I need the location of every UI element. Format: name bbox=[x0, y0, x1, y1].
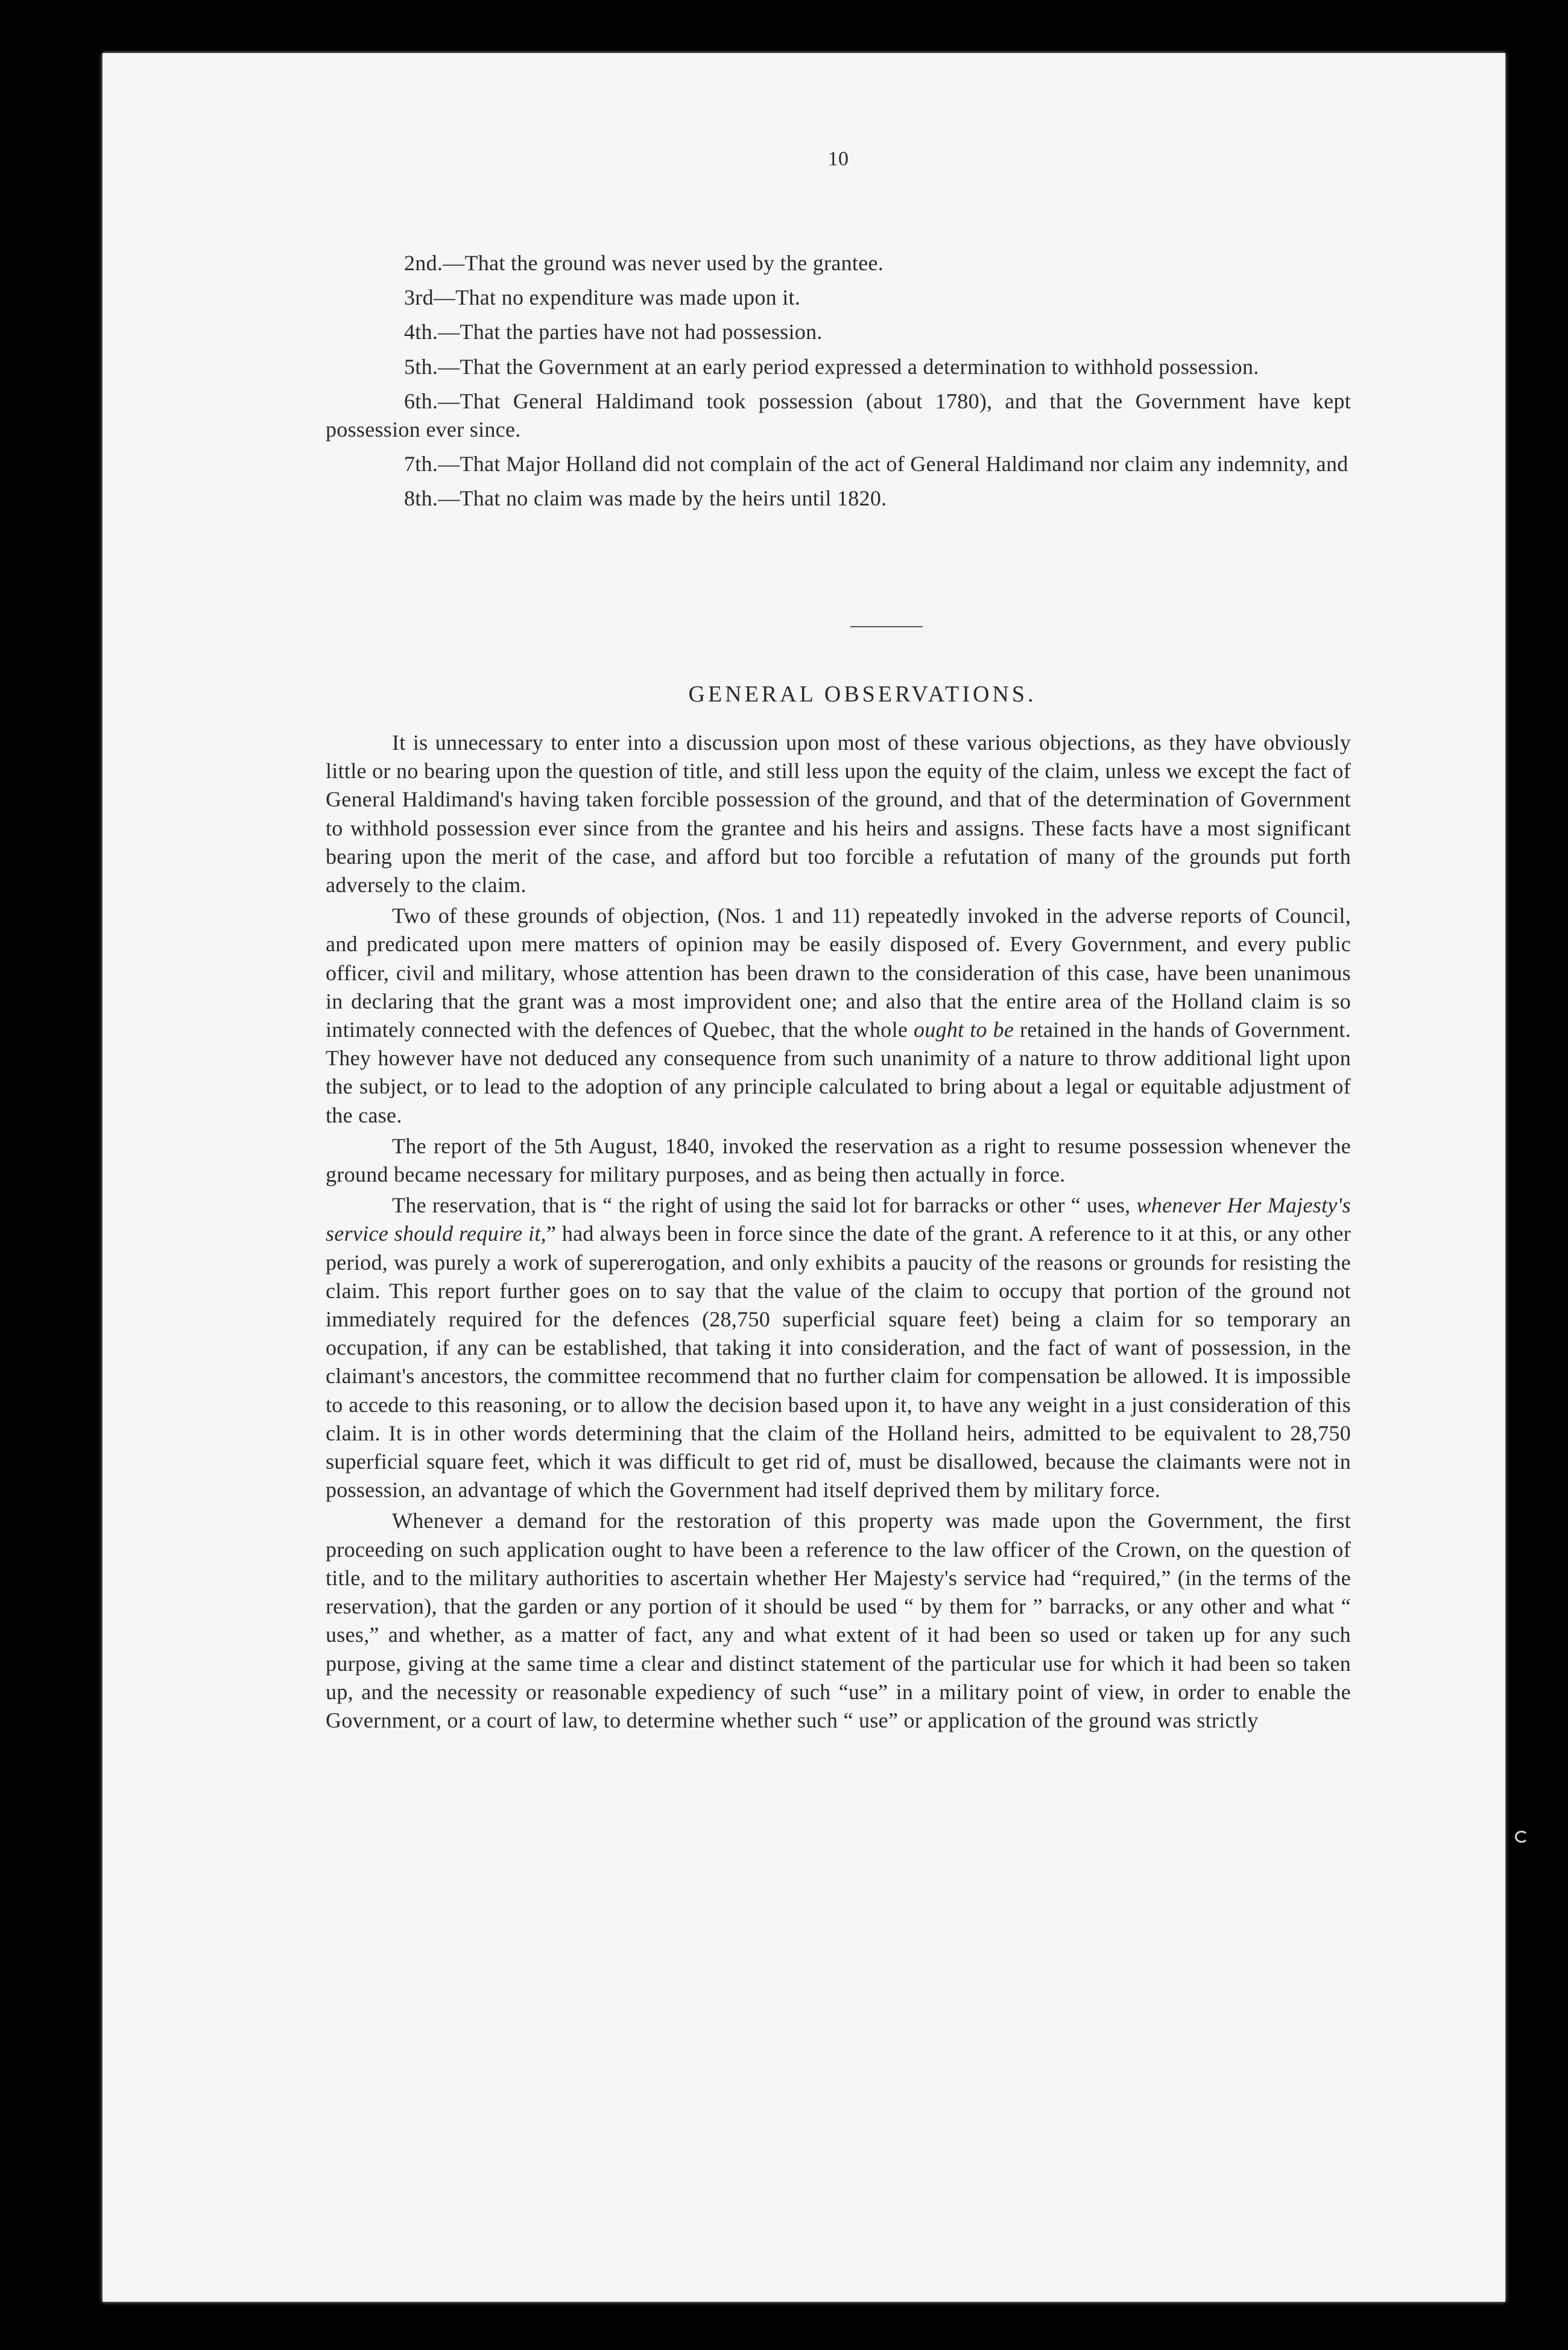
list-item: 7th.—That Major Holland did not complain of the act of General Haldimand nor claim any indemnity, and bbox=[404, 452, 1348, 477]
paragraph: Whenever a demand for the restoration of this property was made upon the Government, the first proceeding on such application ought to have been a reference to the law officer of the Crown, on the question of title, and to the military authorities to ascertain whether Her Majesty's service had “required,” (in the terms of the reservation), that the garden or any portion of it should be used “ by them for ” barracks, or any other and what “ uses,” and whether, as a matter of fact, any and what extent of it had been so used or taken up for any such purpose, giving at the same time a clear and distinct statement of the particular use for which it had been so taken up, and the necessity or reasonable expediency of such “use” in a military point of view, in order to enable the Government, or a court of law, to determine whether such “ use” or application of the ground was strictly bbox=[326, 1509, 1351, 1732]
list-item: 8th.—That no claim was made by the heirs until 1820. bbox=[404, 486, 887, 511]
section-divider bbox=[850, 626, 923, 627]
list-item: 3rd—That no expenditure was made upon it. bbox=[404, 285, 801, 310]
list-item: 5th.—That the Government at an early period expressed a determination to withhold possession. bbox=[404, 354, 1259, 379]
objection-list bbox=[326, 249, 1351, 519]
paragraph-text: retained in the hands of Government. They however have not deduced any consequence from such unanimity of a nature to throw additional light upon the subject, or to lead to the adoption of any principle calculated to bring about a legal or equitable adjustment of the case. bbox=[326, 1018, 1351, 1127]
body-text bbox=[326, 729, 1351, 1737]
paragraph: The report of the 5th August, 1840, invoked the reservation as a right to resume possession whenever the ground became necessary for military purposes, and as being then actually in force. bbox=[326, 1133, 1351, 1187]
list-item: 6th.—That General Haldimand took possession (about 1780), and that the Government have kept possession ever since. bbox=[326, 388, 1351, 442]
margin-mark bbox=[1515, 1831, 1528, 1843]
list-item: 2nd.—That the ground was never used by the grantee. bbox=[404, 251, 884, 275]
paragraph bbox=[326, 902, 1351, 1130]
paragraph-text: ” had always been in force since the date of the grant. A reference to it at this, or any other period, was purely a work of supererogation, and only exhibits a paucity of the reasons or grounds for resisting the claim. This report further goes on to say that the value of the claim to occupy that portion of the ground not immediately required for the defences (28,750 superficial square feet) being a claim for so temporary an occupation, if any can be established, that taking it into consideration, and the fact of want of possession, in the claimant's ancestors, the committee recommend that no further claim for compensation be allowed. It is impossible to accede to this reasoning, or to allow the decision based upon it, to have any weight in a just consideration of this claim. It is in other words determining that the claim of the Holland heirs, admitted to be equivalent to 28,750 superficial square feet, which it was difficult to get rid of, must be disallowed, because the claimants were not in possession, an advantage of which the Government had itself deprived them by military force. bbox=[326, 1221, 1351, 1503]
paragraph-text: Two of these grounds of objection, (Nos. 1 and 11) repeatedly invoked in the adverse reports of Council, and predicated upon mere matters of opinion may be easily disposed of. Every Government, and every public officer, civil and military, whose attention has been drawn to the consideration of this case, have been unanimous in declaring that the grant was a most improvident one; and also that the entire area of the Holland claim is so intimately connected with the defences of Quebec, that the whole bbox=[326, 904, 1351, 1042]
italic-phrase: whenever Her Majesty's service should require it, bbox=[326, 1193, 1351, 1246]
section-heading: GENERAL OBSERVATIONS. bbox=[688, 682, 1037, 707]
paragraph bbox=[326, 1191, 1351, 1504]
document-page bbox=[103, 53, 1505, 2302]
page-number: 10 bbox=[827, 148, 849, 170]
italic-phrase: ought to be bbox=[913, 1018, 1014, 1042]
list-item: 4th.—That the parties have not had possession. bbox=[404, 320, 823, 344]
paragraph-text: The reservation, that is “ the right of using the said lot for barracks or other “ uses, bbox=[392, 1193, 1131, 1218]
paragraph: It is unnecessary to enter into a discussion upon most of these various objections, as they have obviously little or no bearing upon the question of title, and still less upon the equity of the claim, unless we except the fact of General Haldimand's having taken forcible possession of the ground, and that of the determination of Government to withhold possession ever since from the grantee and his heirs and assigns. These facts have a most significant bearing upon the merit of the case, and afford but too forcible a refutation of many of the grounds put forth adversely to the claim. bbox=[326, 730, 1351, 898]
